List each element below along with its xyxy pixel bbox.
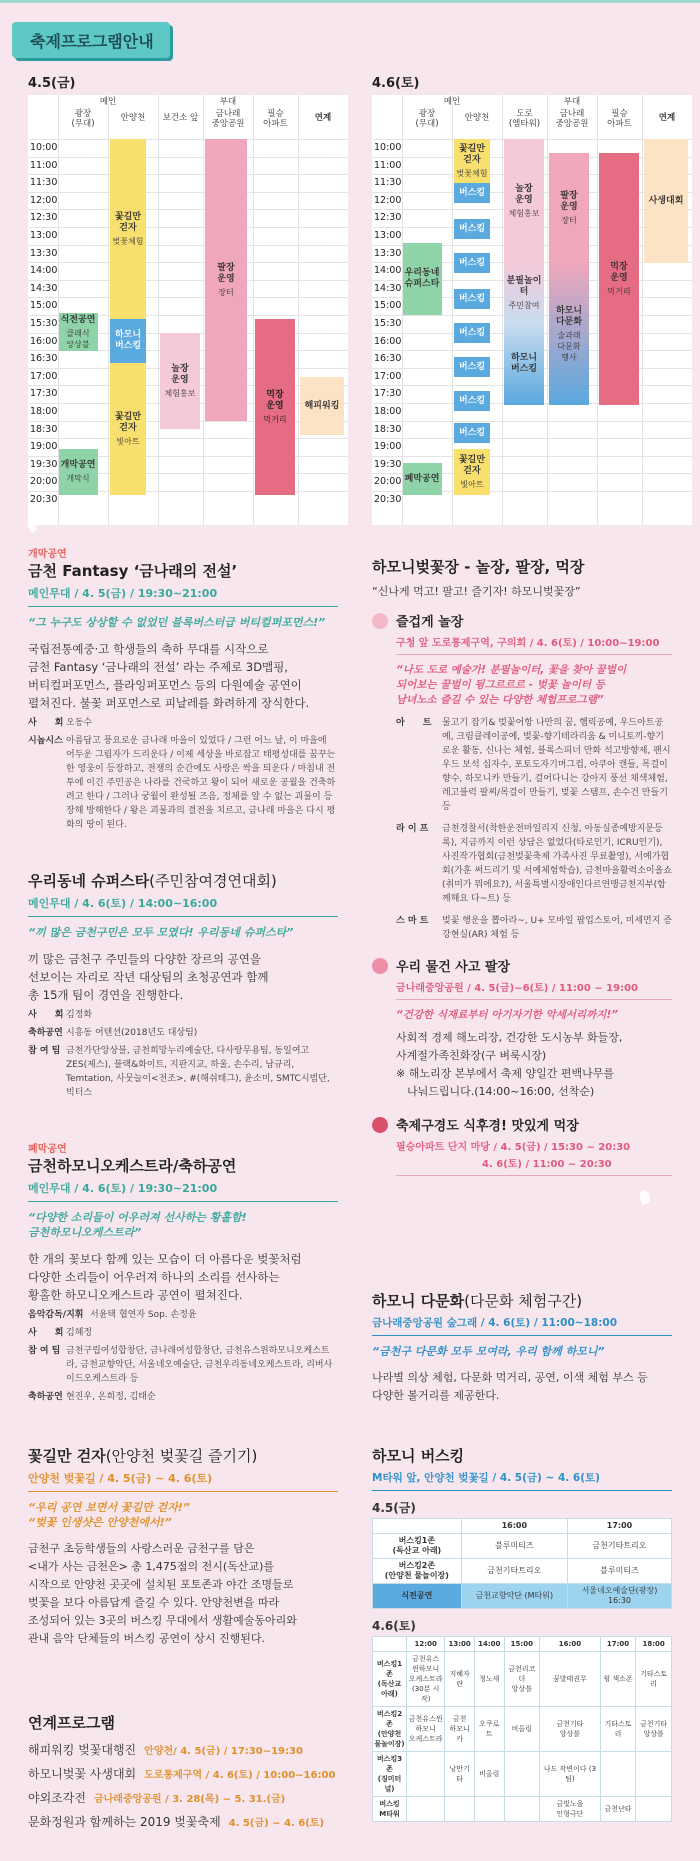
linked-item-name: 하모니벚꽃 사생대회 [28,1767,137,1781]
time-label: 12:30 [30,212,58,224]
divider [396,999,672,1000]
opening-category: 개막공연 [28,549,67,560]
opening-quote: “그 누구도 상상할 수 없었던 블록버스터급 버티컬퍼포먼스!” [28,616,326,629]
table-row [373,1584,672,1609]
header-title: 축제프로그램안내 [30,32,154,51]
linked-item-name: 해피워킹 벚꽃대행진 [28,1743,137,1757]
grid-row-line [28,280,348,281]
time-label: 13:00 [374,230,402,241]
nol-smart: 스 마 트 벚꽃 행운을 뽑아라~, U+ 모바일 팝업스토어, 미세먼지 증강현실(AR) 체험 등 [396,916,672,940]
table-cell: 지혜자란 [445,1652,475,1707]
table-cell: 낭만기타 [445,1752,475,1797]
program-guide-header [12,22,170,58]
busking-day1-date: 4.5(금) [372,1501,416,1515]
dot-icon [372,613,388,629]
multicultural-section [372,1290,672,1405]
block-harmony-busking: 하모니 버스킹 [504,323,544,405]
time-label: 11:30 [374,177,402,189]
table-row [373,1559,672,1584]
table-header-cell: 14:00 [474,1637,504,1652]
meok-meta-2: 4. 6(토) / 11:00 ~ 20:30 [482,1159,612,1170]
closing-quote: “다양한 소리들이 어우러져 선사하는 황홀함! 금천하모니오케스트라” [28,1211,247,1239]
table-cell: 비올링 [474,1752,504,1797]
table-cell: 금천유스윈 하모니 오케스트라 [407,1707,445,1752]
dot-icon [372,1117,388,1133]
linked-item [28,1765,348,1782]
grid-column-line [108,95,109,525]
block-kkotgil-day: 꽃길만 걷자 벚꽃체험 [454,139,490,183]
block-kkotgil-day: 꽃길만 걷자 벚꽃체험 [110,139,146,319]
flower-section [28,1445,338,1648]
col-linked: 연계 [658,113,676,123]
linked-item-meta: 4. 5(금) ~ 4. 6(토) [228,1818,325,1829]
block-chalk-playground: 분필놀이터 주민참여 [504,263,544,323]
table-cell: 버스킹 M타워 [373,1797,407,1822]
table-cell [636,1797,672,1822]
time-label: 17:00 [30,370,58,382]
flower-quote: “우리 공연 보면서 꽃길만 걷자!” “벚꽃 인생샷은 안양천에서!” [28,1501,191,1529]
flower-title: 꽃길만 걷자(안양천 벚꽃길 즐기기) [28,1447,258,1465]
block-busking: 버스킹 [454,289,490,309]
time-label: 14:00 [374,265,402,277]
pal-body: 사회적 경제 해노리장, 건강한 도시농부 화들장, 사계절가족친화장(구 벼룩시장) ※ 해노리장 본부에서 축제 양일간 편백나무를 나눠드립니다.(14:00~16:00, 선착순) [396,1031,623,1098]
grid-row-line [28,174,348,175]
nol-heading: 즐겁게 놀장 [372,611,672,630]
block-nol: 놀장 운영 체험홍보 [504,139,544,263]
table-cell: 서울네오예술단(광장) 16:30 [567,1584,671,1609]
superstar-quote: “끼 많은 금천구민은 모두 모였다! 우리동네 슈퍼스타” [28,926,294,939]
block-nol: 놀장 운영 체험홍보 [160,333,200,429]
block-happy-walking: 해피워킹 [300,377,344,435]
block-meok: 먹장 운영 먹거리 [599,153,639,405]
grid-row-line [372,421,692,422]
block-closing: 폐막공연 [402,463,442,495]
petal-decoration [638,1189,652,1206]
table-header-row [373,1519,672,1534]
table-cell: 버스킹2존 (안양천 물놀이장) [373,1559,462,1584]
time-label: 16:00 [374,335,402,347]
linked-item-meta: 안양천/ 4. 5(금) / 17:30~19:30 [144,1746,303,1757]
time-label: 13:30 [30,247,58,259]
table-row [373,1752,672,1797]
superstar-body: 끼 많은 금천구 주민들의 다양한 장르의 공연을 선보이는 자리로 작년 대상팀의 초청공연과 함께 총 15개 팀이 경연을 진행한다. [28,952,269,1002]
table-cell: 금천유스 윈하모니 오케스트라 (30분 시작) [407,1652,445,1707]
time-label: 19:30 [374,458,402,470]
pal-quote: “건강한 식재료부터 아기자기한 악세서리까지!” [396,1009,618,1021]
multicultural-body: 나라별 의상 체험, 다문화 먹거리, 공연, 이색 체험 부스 등 다양한 볼거리를 제공한다. [372,1371,648,1402]
col-plaza: 광장 (무대) [415,109,439,129]
table-cell: 청노새 [474,1652,504,1707]
opening-host: 사 회 오동수 [28,718,93,728]
grid-row-line [28,262,348,263]
grid-column-line [502,95,503,525]
time-label: 12:30 [374,212,402,224]
table-cell: 금천기타 앙상블 [540,1707,601,1752]
table-cell: 식전공연 [373,1584,462,1609]
table-header-row [373,1637,672,1652]
time-label: 16:30 [30,353,58,365]
block-kkotgil-night: 꽃길만 걷자 빛아트 [454,449,490,495]
col-central-park: 금나래 중앙공원 [211,109,245,129]
time-label: 14:00 [30,265,58,277]
harmony-section [372,556,672,1176]
time-label: 17:30 [30,388,58,400]
block-multicultural: 하모니 다문화 술과래 다문화 행사 [549,263,589,405]
flower-body: 금천구 초등학생들의 사랑스러운 금천구를 담은 <내가 사는 금천은> 총 1,475점의 전시(독산교)를 시작으로 안양천 곳곳에 설치된 포토존과 야간 조명들로 벚꽃을 보다 아름답게 즐길 수 있다. 안양천변을 따라 조성되어 있는 3곳의 버스킹 무대에서 생활예술동아리와 관내 음악 단체들의 버스킹 공연이 상시 진행된다. [28,1542,297,1645]
table-cell: 금천난타 [600,1797,636,1822]
busking-title: 하모니 버스킹 [372,1447,465,1465]
flower-meta: 안양천 벚꽃길 / 4. 5(금) ~ 4. 6(토) [28,1472,213,1485]
block-meok: 먹장 운영 먹거리 [255,319,295,495]
table-cell: 기타스토리 [636,1652,672,1707]
block-harmony-busking: 하모니 버스킹 [110,319,146,363]
time-label: 15:00 [374,300,402,312]
linked-item-name: 문화정원과 함께하는 2019 벚꽃축제 [28,1815,221,1829]
table-cell: 금천기타 앙상블 [636,1707,672,1752]
table-header-cell: 15:00 [504,1637,540,1652]
time-label: 18:30 [30,423,58,435]
grid-row-line [28,209,348,210]
closing-meta: 메인무대 / 4. 6(토) / 19:30~21:00 [28,1182,218,1195]
grid-row-line [372,456,692,457]
table-cell [474,1797,504,1822]
busking-meta: M타워 앞, 안양천 벚꽃길 / 4. 5(금) ~ 4. 6(토) [372,1472,600,1484]
time-label: 13:00 [30,230,58,241]
opening-body: 국립전통예중·고 학생들의 축하 무대를 시작으로 금천 Fantasy ‘금나래의 전설’ 라는 주제로 3D맵핑, 버티컬퍼포먼스, 플라잉퍼포먼스 등의 다원예술 공연이 펼쳐진다. 불꽃 퍼포먼스로 피날레를 화려하게 장식한다. [28,642,310,710]
table-header-cell: 13:00 [445,1637,475,1652]
superstar-host: 사 회 김정화 [28,1010,93,1020]
time-label: 18:30 [374,423,402,435]
table-cell: 금천기타트리오 [567,1534,671,1559]
time-label: 10:00 [30,142,58,153]
table-cell: 윙 색소폰 [600,1652,636,1707]
schedule-day1 [28,72,348,525]
busking-day1-table [372,1518,672,1609]
time-label: 18:00 [30,406,58,417]
multicultural-title: 하모니 다문화(다문화 체험구간) [372,1292,583,1310]
table-header-cell: 17:00 [600,1637,636,1652]
block-busking: 버스킹 [454,253,490,273]
nol-life: 라 이 프 금천경찰서(착한운전마일리지 신청, 아동실종예방지문등록), 지금까지 이런 상담은 없었다(타로인기, ICRU인기), 사진작가협회(금천벚꽃축제 가족사진 무료촬영), 서예가협회(가훈 써드리기 및 서예체험학습), 금천마을활력소이올쇼(취미가 뭐에요?), 서울특별시장애인다르연맹금천지부(함께해요 다~트) 등 [396,824,672,904]
meok-heading: 축제구경도 식후경! 맛있게 먹장 [372,1115,672,1134]
busking-day2-date: 4.6(토) [372,1619,416,1633]
time-label: 11:30 [30,177,58,189]
superstar-title: 우리동네 슈퍼스타(주민참여경연대회) [28,872,277,890]
opening-synopsis: 시놉시스 아름답고 풍요로운 금나래 마을이 있었다 / 그런 어느 날, 이 마을에 어두운 그림자가 드리운다 / 이제 세상을 바로잡고 태평성대를 꿈꾸는 한 영웅이 등장하고, 전쟁의 순간에도 사랑은 싹을 틔운다 / 마침내 전투에 이긴 주민공은 나라를 건국하고 왕이 되어 새로운 공월을 건축하려고 한다 / 그러나 궁월이 완성될 즈음, 정체를 알 수 없는 괴물이 등장해 방해한다 / 왕은 괴물과의 결전을 치르고, 금나래 마을은 다시 평화의 땅이 된다. [28,736,336,830]
table-cell [504,1797,540,1822]
table-cell: 버스킹2존 (안양천 물놀이장) [373,1707,407,1752]
table-cell: 오쿠로트 [474,1707,504,1752]
table-cell: 금천교향악단 (M타워) [461,1584,567,1609]
col-central-park: 금나래 중앙공원 [555,109,589,129]
time-label: 20:00 [374,476,402,488]
busking-day2-table [372,1636,672,1822]
dot-icon [372,958,388,974]
closing-teams: 참 여 팀 금천구립여성합창단, 금나래여성합창단, 금천유스윈하모니오케스트라, 금천교향악단, 서울네오예술단, 금천우리동네오케스트라, 리버사이드오케스트라 등 [28,1346,333,1384]
divider [28,1201,338,1202]
grid-row-line [28,227,348,228]
table-header-cell: 17:00 [567,1519,671,1534]
grid-row-line [28,157,348,158]
linked-item-name: 야외조각전 [28,1791,86,1805]
multicultural-meta: 금나래중앙공원 숲그래 / 4. 6(토) / 11:00~18:00 [372,1317,618,1329]
table-cell: 기타스토리 [600,1707,636,1752]
schedule-day2 [372,72,692,525]
schedule-day2-date: 4.6(토) [372,76,420,91]
time-label: 17:30 [374,388,402,400]
time-label: 13:30 [374,247,402,259]
grid-column-line [642,95,643,525]
col-pilseung-apt: 필승 아파트 [607,109,632,129]
table-row [373,1707,672,1752]
col-pilseung-apt: 필승 아파트 [263,109,288,129]
table-cell [407,1797,445,1822]
table-cell [600,1752,636,1797]
time-label: 15:30 [30,318,58,329]
block-busking: 버스킹 [454,219,490,239]
time-label: 19:00 [30,441,58,453]
table-cell: 비올링 [504,1707,540,1752]
col-plaza: 광장 (무대) [71,109,95,129]
time-label: 17:00 [374,370,402,382]
time-label: 19:30 [30,458,58,470]
grid-column-line [253,95,254,525]
table-cell: 나도 작변이다 (3팀) [540,1752,601,1797]
closing-conductor: 음악감독/지휘 서윤택 협연자 Sop. 손정윤 [28,1310,197,1320]
pal-heading: 우리 물건 사고 팔장 [372,956,672,975]
linked-item [28,1741,348,1758]
schedule-day1-grid [28,95,348,525]
grid-column-line [547,95,548,525]
superstar-section [28,870,338,1100]
block-pal: 팔장 운영 장터 [205,139,247,421]
col-anyangcheon: 안양천 [464,113,490,123]
closing-section [28,1140,338,1404]
nol-art: 아 트 물고기 잡기& 벚꽃어항 나만의 꿈, 햄릭공예, 우드아트공예, 크림클레이공예, 벚꽃-향기테라리움 & 미니토끼-향기로운 활동, 신나는 체험, 블록스피너 만화 석고방향제, 팬시우드 보석 십자수, 포토도자기머그컵, 아쿠아 캔들, 목걸이향수, 하모니카 만들기, 걸어다니는 강아지 풍선 채색체험, 레고블럭 팔찌/목걸이 만들기, 벚꽃 스탬프, 손수건 만들기 등 [396,718,671,812]
harmony-title: 하모니벚꽃장 - 놀장, 팔장, 먹장 [372,558,585,576]
time-label: 12:00 [374,194,402,206]
grid-column-line [298,95,299,525]
group-main: 메인 [443,97,461,107]
table-cell: 버스킹1존 (독산교 아래) [373,1534,462,1559]
divider [28,606,338,607]
block-opening-show: 개막공연 개막식 [58,449,98,495]
opening-title: 금천 Fantasy ‘금나래의 전설’ [28,562,238,580]
col-linked: 연계 [314,113,332,123]
grid-row-line [28,297,348,298]
grid-column-line [58,95,59,525]
harmony-subtitle: “신나게 먹고! 팔고! 즐기자! 하모니벚꽃장” [372,585,581,598]
table-header-cell [373,1519,462,1534]
col-anyangcheon: 안양천 [120,113,146,123]
grid-column-line [452,95,453,525]
col-health-center: 보건소 앞 [162,113,199,123]
time-label: 20:30 [30,494,58,505]
nol-meta: 구청 앞 도로통제구역, 구의회 / 4. 6(토) / 10:00~19:00 [396,638,660,649]
divider [396,654,672,655]
time-label: 16:30 [374,353,402,365]
divider [28,916,338,917]
table-cell: 금천기타트리오 [461,1559,567,1584]
linked-title: 연계프로그램 [28,1714,115,1732]
closing-guest: 축하공연 현진우, 온희정, 김태순 [28,1392,156,1402]
linked-item [28,1789,348,1806]
grid-row-line [28,192,348,193]
closing-body: 한 개의 꽃보다 함께 있는 모습이 더 아름다운 벚꽃처럼 다양한 소리들이 어우러져 하나의 소리를 선사하는 황홀한 하모니오케스트라 공연이 펼쳐진다. [28,1252,302,1302]
group-sub: 부대 [219,97,237,107]
linked-item [28,1813,348,1830]
table-cell [445,1797,475,1822]
block-busking: 버스킹 [454,357,490,377]
grid-column-line [402,95,403,525]
opening-section [28,545,338,832]
top-accent-line [0,0,700,3]
group-main: 메인 [99,97,117,107]
grid-column-line [158,95,159,525]
time-label: 11:00 [374,159,402,171]
linked-section [28,1712,348,1837]
time-label: 16:00 [30,335,58,347]
closing-title: 금천하모니오케스트라/축하공연 [28,1157,237,1175]
table-row [373,1652,672,1707]
table-cell: 버스킹1존 (독산교 아래) [373,1652,407,1707]
time-label: 19:00 [374,441,402,453]
table-header-cell [373,1637,407,1652]
grid-row-line [372,438,692,439]
time-label: 12:00 [30,194,58,206]
table-cell: 금천 하모니카 [445,1707,475,1752]
block-kkotgil-night: 꽃길만 걷자 빛아트 [110,363,146,495]
pal-meta: 금나래중앙공원 / 4. 5(금)~6(토) / 11:00 ~ 19:00 [396,983,638,994]
table-cell: 버스킹3존 (징미터널) [373,1752,407,1797]
multicultural-quote: “금천구 다문화 모두 모여라, 우리 함께 하모니” [372,1345,605,1358]
table-cell [636,1752,672,1797]
block-superstar: 우리동네 슈퍼스타 [402,243,442,315]
schedule-day2-grid [372,95,692,525]
table-header-cell: 18:00 [636,1637,672,1652]
divider [372,1335,672,1336]
linked-item-meta: 도로통제구역 / 4. 6(토) / 10:00~16:00 [144,1770,336,1781]
table-cell: 블루미티즈 [461,1534,567,1559]
grid-row-line [28,438,348,439]
busking-section [372,1445,672,1822]
divider [396,1175,672,1176]
time-label: 20:00 [30,476,58,488]
linked-list [28,1741,348,1830]
table-row [373,1534,672,1559]
block-busking: 버스킹 [454,323,490,343]
closing-host: 사 회 김혜정 [28,1328,93,1338]
time-label: 15:00 [30,300,58,312]
table-header-cell: 12:00 [407,1637,445,1652]
schedule-day1-date: 4.5(금) [28,76,76,91]
divider [28,1491,338,1492]
linked-item-meta: 금나래중앙공원 / 3. 28(목) ~ 5. 31.(금) [93,1794,286,1805]
superstar-meta: 메인무대 / 4. 6(토) / 14:00~16:00 [28,897,218,910]
meok-meta-1: 필승아파트 단지 마당 / 4. 5(금) / 15:30 ~ 20:30 [396,1142,631,1153]
table-cell: 금빛노을 인형극단 [540,1797,601,1822]
col-road: 도로 (엠타워) [508,109,541,129]
grid-column-line [597,95,598,525]
table-cell [504,1752,540,1797]
time-label: 15:30 [374,318,402,329]
time-label: 20:30 [374,494,402,505]
time-label: 14:30 [30,282,58,294]
time-label: 14:30 [374,282,402,294]
block-opening-preshow: 식전공연 클래식 앙상블 [58,313,98,351]
block-busking: 버스킹 [454,391,490,411]
block-drawing-contest: 사생대회 [644,139,688,263]
nol-quote: “나도 도로 예술가! 분필놀이터, 꽃을 찾아 꿀벌이 되어보는 꿀벌이 뒹그르르르 - 벚꽃 놀이터 등 남녀노소 즐길 수 있는 다양한 체험프로그램” [396,664,627,706]
time-label: 18:00 [374,406,402,417]
block-busking: 버스킹 [454,183,490,203]
table-row [373,1797,672,1822]
table-header-cell: 16:00 [540,1637,601,1652]
group-sub: 부대 [563,97,581,107]
time-label: 11:00 [30,159,58,171]
table-cell: 블루미티즈 [567,1559,671,1584]
block-pal: 팔장 운영 장터 [549,153,589,263]
table-cell: 금천리코더 앙상블 [504,1652,540,1707]
divider [372,1490,672,1491]
table-header-cell: 16:00 [461,1519,567,1534]
grid-row-line [28,139,348,140]
table-cell [407,1752,445,1797]
time-label: 10:00 [374,142,402,153]
block-busking: 버스킹 [454,423,490,443]
grid-row-line [28,245,348,246]
superstar-guest: 축하공연 시흥동 어텐션(2018년도 대상팀) [28,1028,198,1038]
table-cell: 꿈발태권무 [540,1652,601,1707]
grid-column-line [203,95,204,525]
opening-meta: 메인무대 / 4. 5(금) / 19:30~21:00 [28,587,218,600]
closing-category: 폐막공연 [28,1144,67,1155]
superstar-teams: 참 여 팀 금천가단앙상블, 금천희망누리예술단, 다사랑무용팀, 동일여고 ZES(제스), 블랙&화이트, 지판지교, 하울, 손수리, 남규리, Temtation, 사뭇늘이<전조>, #(해쉬태그), 윤소미, SMTC시범단, 빅터스 [28,1046,330,1098]
